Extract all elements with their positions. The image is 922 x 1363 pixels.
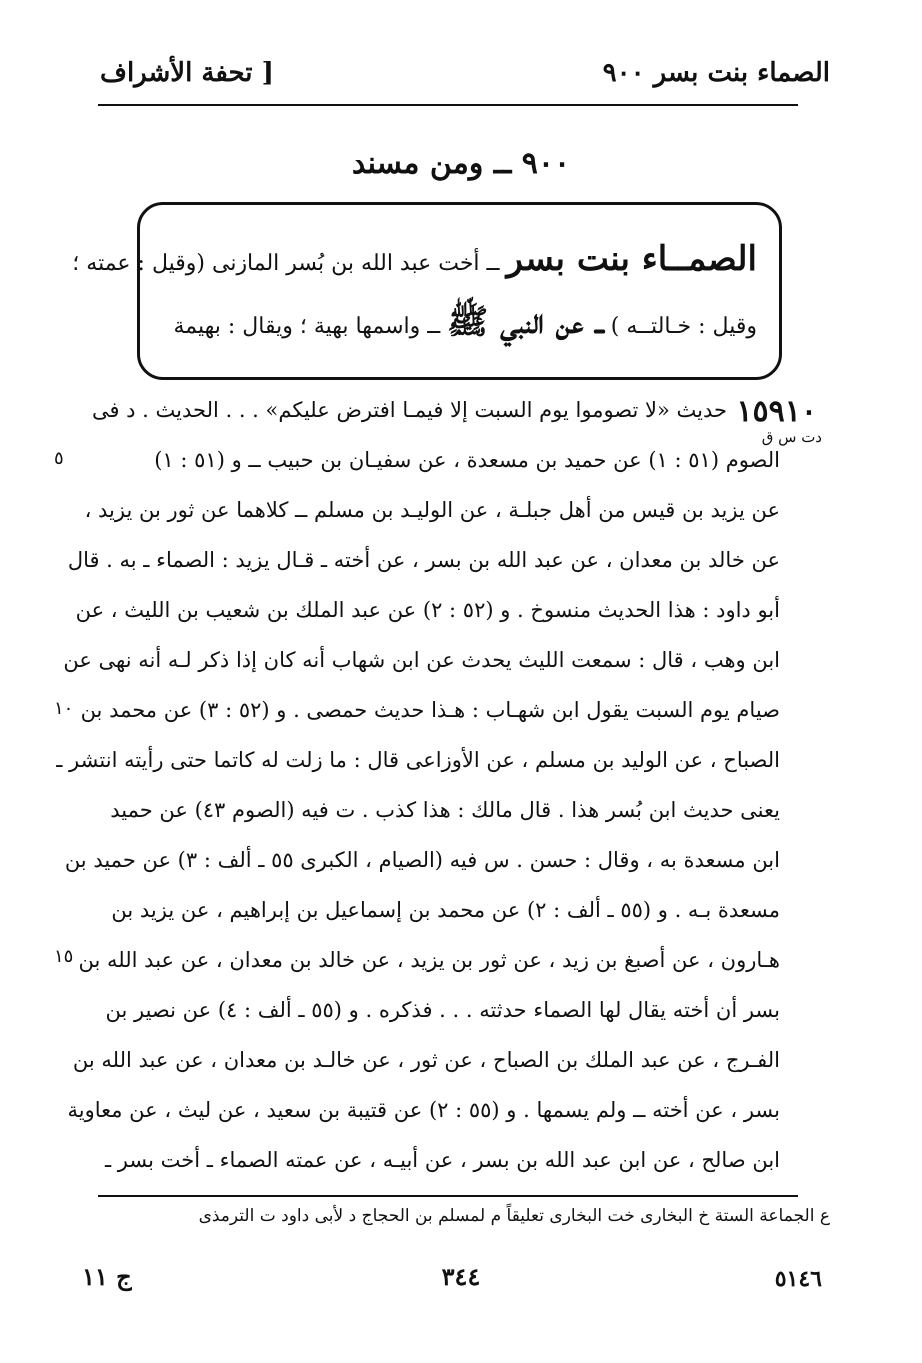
text-line: حديث «لا تصوموا يوم السبت إلا فيمـا افترض عليكم» . . . الحديث . د فى [91, 398, 727, 422]
header-divider [98, 104, 798, 106]
text-line: بسر أن أخته يقال لها الصماء حدثته . . . فذكره . و (٥٥ ـ ألف : ٤) عن نصير بن [105, 998, 780, 1022]
narrator-box [72, 202, 782, 380]
text-line: هـارون ، عن أصبغ بن زيد ، عن ثور بن يزيد ، عن خالد بن معدان ، عن عبد الله بن [78, 948, 780, 972]
text-line: صيام يوم السبت يقول ابن شهـاب : هـذا حديث حمصى . و (٥٢ : ٣) عن محمد بن [80, 698, 780, 722]
hadith-number: ١٥٩١٠ [736, 394, 817, 429]
text-line: الفـرج ، عن عبد الملك بن الصباح ، عن ثور ، عن خالـد بن معدان ، عن عبد الله بن [72, 1048, 780, 1072]
text-line: ابن وهب ، قال : سمعت الليث يحدث عن ابن شهاب أنه كان إذا ذكر لـه أنه نهى عن [63, 648, 780, 672]
narrator-source: ــ عن النبي ﷺ [447, 302, 604, 342]
footnote-divider [98, 1195, 798, 1197]
margin-source-sigla: دت س ق [761, 428, 822, 446]
line-number-5: ٥ [54, 448, 64, 469]
narrator-description-3: ــ واسمها بهية ؛ ويقال : بهيمة [173, 314, 441, 339]
page-number: ٣٤٤ [441, 1262, 481, 1291]
text-line: الصباح ، عن الوليد بن مسلم ، عن الأوزاعى قال : ما زلت له كاتما حتى رأيته انتشر ـ [56, 748, 780, 772]
volume-number: ج ١١ [82, 1262, 132, 1291]
text-line: ابن صالح ، عن ابن عبد الله بن بسر ، عن أبيـه ، عن عمته الصماء ـ أخت بسر ـ [104, 1148, 780, 1172]
text-line: أبو داود : هذا الحديث منسوخ . و (٥٢ : ٢) عن عبد الملك بن شعيب بن الليث ، عن [75, 598, 780, 622]
running-header-title: الصماء بنت بسر ٩٠٠ [602, 58, 830, 88]
narrator-name: الصمــاء بنت بسر [506, 239, 757, 279]
text-line: عن خالد بن معدان ، عن عبد الله بن بسر ، عن أخته ـ قـال يزيد : الصماء ـ به . قال [67, 548, 780, 572]
text-line: عن يزيد بن قيس من أهل جبلـة ، عن الوليـد بن مسلم ــ كلاهما عن ثور بن يزيد ، [84, 498, 780, 522]
text-line: مسعدة بـه . و (٥٥ ـ ألف : ٢) عن محمد بن إسماعيل بن إبراهيم ، عن يزيد بن [111, 898, 780, 922]
text-line: ابن مسعدة به ، وقال : حسن . س فيه (الصيام ، الكبرى ٥٥ ـ ألف : ٣) عن حميد بن [64, 848, 780, 872]
line-number-10: ١٠ [54, 698, 74, 719]
print-code: ٥١٤٦ [774, 1266, 822, 1292]
narrator-description-2: وقيل : خـالتــه ) [610, 314, 757, 339]
running-header-book: [ تحفة الأشراف [100, 58, 274, 88]
text-line: بسر ، عن أخته ــ ولم يسمها . و (٥٥ : ٢) عن قتيبة بن سعيد ، عن ليث ، عن معاوية [67, 1098, 780, 1122]
narrator-box-line-1 [72, 239, 757, 279]
footnote-abbreviations: ع الجماعة الستة خ البخارى خت البخارى تعليقاً م لمسلم بن الحجاج د لأبى داود ت الترمذى [198, 1206, 830, 1226]
text-line: الصوم (٥١ : ١) عن حميد بن مسعدة ، عن سفيـان بن حبيب ــ و (٥١ : ١) [154, 448, 780, 472]
line-number-15: ١٥ [54, 946, 74, 967]
narrator-description-1: ــ أخت عبد الله بن بُسر المازنى (وقيل : عمته ؛ [72, 251, 500, 276]
section-title: ٩٠٠ ــ ومن مسند [351, 146, 571, 181]
text-line: يعنى حديث ابن بُسر هذا . قال مالك : هذا كذب . ت فيه (الصوم ٤٣) عن حميد [110, 798, 780, 822]
narrator-box-line-2 [162, 301, 757, 350]
